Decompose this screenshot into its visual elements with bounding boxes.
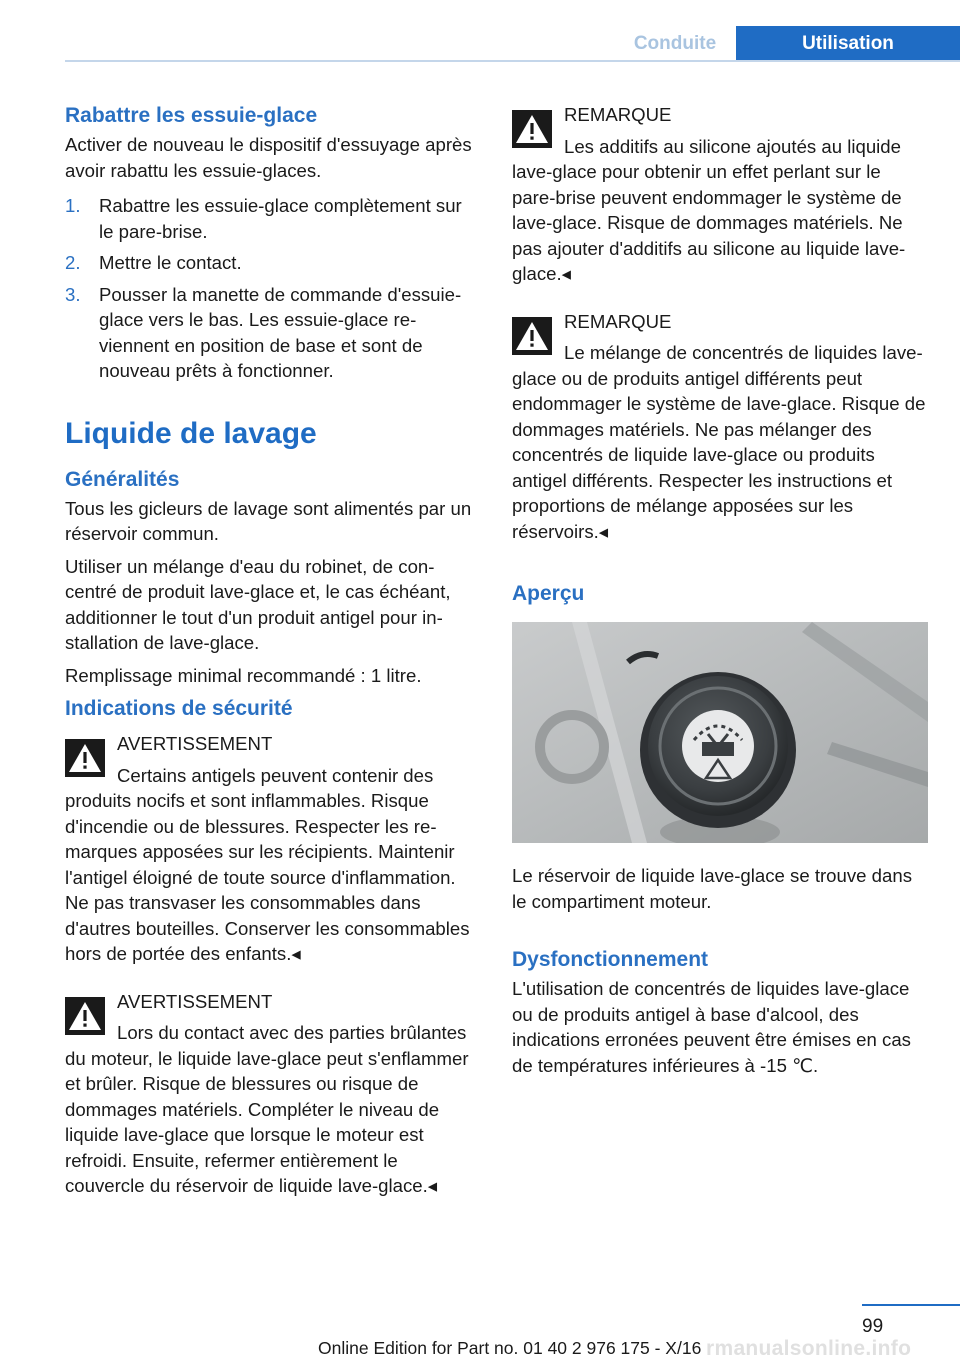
heading-securite: Indications de sécurité	[65, 697, 293, 720]
watermark-text: rmanualsonline.info	[706, 1337, 912, 1360]
heading-dysfonctionnement: Dysfonctionnement	[512, 948, 709, 971]
footer-edition-text: Online Edition for Part no. 01 40 2 976 175 - X/16	[318, 1338, 702, 1358]
step-text: Pousser la manette de commande d'essuie-glace vers le bas. Les essuie-glace reviennent en position de base et sont de nouveau prêts à fonctionner.	[99, 283, 462, 381]
warning-triangle-icon	[65, 739, 105, 777]
washer-reservoir-cap-image	[512, 622, 928, 843]
warning-text: Lors du contact avec des parties brûlantes du moteur, le liquide lave-glace peut s'enflammer et brûler. Risque de blessures ou risque de dommages matériels. Compléter le niveau de liquide lave-glace que lorsque le moteur est refroidi. Ensuite, refermer entièrement le couvercle du réservoir de liquide lave-glace.◂	[65, 1022, 469, 1196]
header-divider	[65, 60, 960, 62]
dysfonctionnement-paragraph: L'utilisation de concentrés de liquides lave-glace ou de produits antigel à base d'alcool, des indications erronées peuvent être émises en cas de températures inférieures à -15 ℃.	[512, 978, 911, 1076]
heading-apercu: Aperçu	[512, 582, 585, 605]
steps-list	[65, 193, 477, 384]
list-item	[65, 282, 477, 384]
step-text: Rabattre les essuie-glace complètement sur le pare-brise.	[99, 195, 462, 242]
warning-triangle-icon	[65, 997, 105, 1035]
warning-triangle-icon	[512, 317, 552, 355]
step-number: 2.	[65, 252, 81, 273]
note-title: REMARQUE	[564, 104, 672, 125]
step-number: 1.	[65, 195, 81, 216]
header-tab-conduite[interactable]: Conduite	[633, 33, 717, 54]
list-item	[65, 250, 477, 276]
right-column	[512, 102, 928, 1085]
warning-block	[65, 731, 477, 967]
apercu-caption: Le réservoir de liquide lave-glace se trouve dans le compartiment moteur.	[512, 865, 912, 912]
note-block	[512, 309, 928, 545]
warning-text: Certains antigels peuvent contenir des produits nocifs et sont inflammables. Risque d'incendie ou de blessures. Respecter les remarques apposées sur les récipients. Maintenir l'antigel éloigné de toute source d'inflammation. Ne pas transvaser les consommables dans d'autres bouteilles. Conserver les consommables hors de portée des enfants.◂	[65, 764, 470, 964]
warning-block	[65, 989, 477, 1199]
header-tab-utilisation[interactable]: Utilisation	[736, 26, 960, 62]
generalites-paragraph-2: Utiliser un mélange d'eau du robinet, de concentré de produit lave-glace et, le cas échéant, additionner le tout d'un produit antigel pour installation de lave-glace.	[65, 555, 451, 653]
generalites-paragraph-3: Remplissage minimal recommandé : 1 litre.	[65, 664, 422, 686]
heading-rabattre: Rabattre les essuie-glace	[65, 104, 318, 127]
step-text: Mettre le contact.	[99, 252, 242, 273]
warning-triangle-icon	[512, 110, 552, 148]
note-text: Le mélange de concentrés de liquides lave-glace ou de produits antigel différents peut endommager le système de lave-glace. Risque de dommages matériels. Ne pas mélanger des concentrés de liquide lave-glace ou produits antigel différents. Respecter les instructions et proportions de mélange apposées sur les réservoirs.◂	[512, 342, 926, 542]
generalites-paragraph-1: Tous les gicleurs de lavage sont alimentés par un réservoir commun.	[65, 497, 472, 544]
note-block	[512, 102, 928, 287]
section-title-liquide: Liquide de lavage	[65, 416, 317, 450]
heading-generalites: Généralités	[65, 467, 180, 491]
note-title: REMARQUE	[564, 310, 672, 332]
note-text: Les additifs au silicone ajoutés au liquide lave-glace pour obtenir un effet perlant sur le pare-brise peuvent endommager le système de lave-glace. Risque de dommages matériels. Ne pas ajouter d'additifs au silicone au liquide lave-glace.◂	[512, 135, 906, 284]
warning-title: AVERTISSEMENT	[117, 990, 273, 1012]
page-header	[0, 0, 960, 62]
intro-paragraph: Activer de nouveau le dispositif d'essuyage après avoir rabattu les essuie-glaces.	[65, 134, 472, 181]
warning-title: AVERTISSEMENT	[117, 733, 273, 754]
step-number: 3.	[65, 283, 81, 305]
list-item	[65, 193, 477, 244]
footer-divider	[862, 1304, 960, 1306]
left-column	[65, 102, 477, 1199]
page-number: 99	[862, 1316, 884, 1337]
